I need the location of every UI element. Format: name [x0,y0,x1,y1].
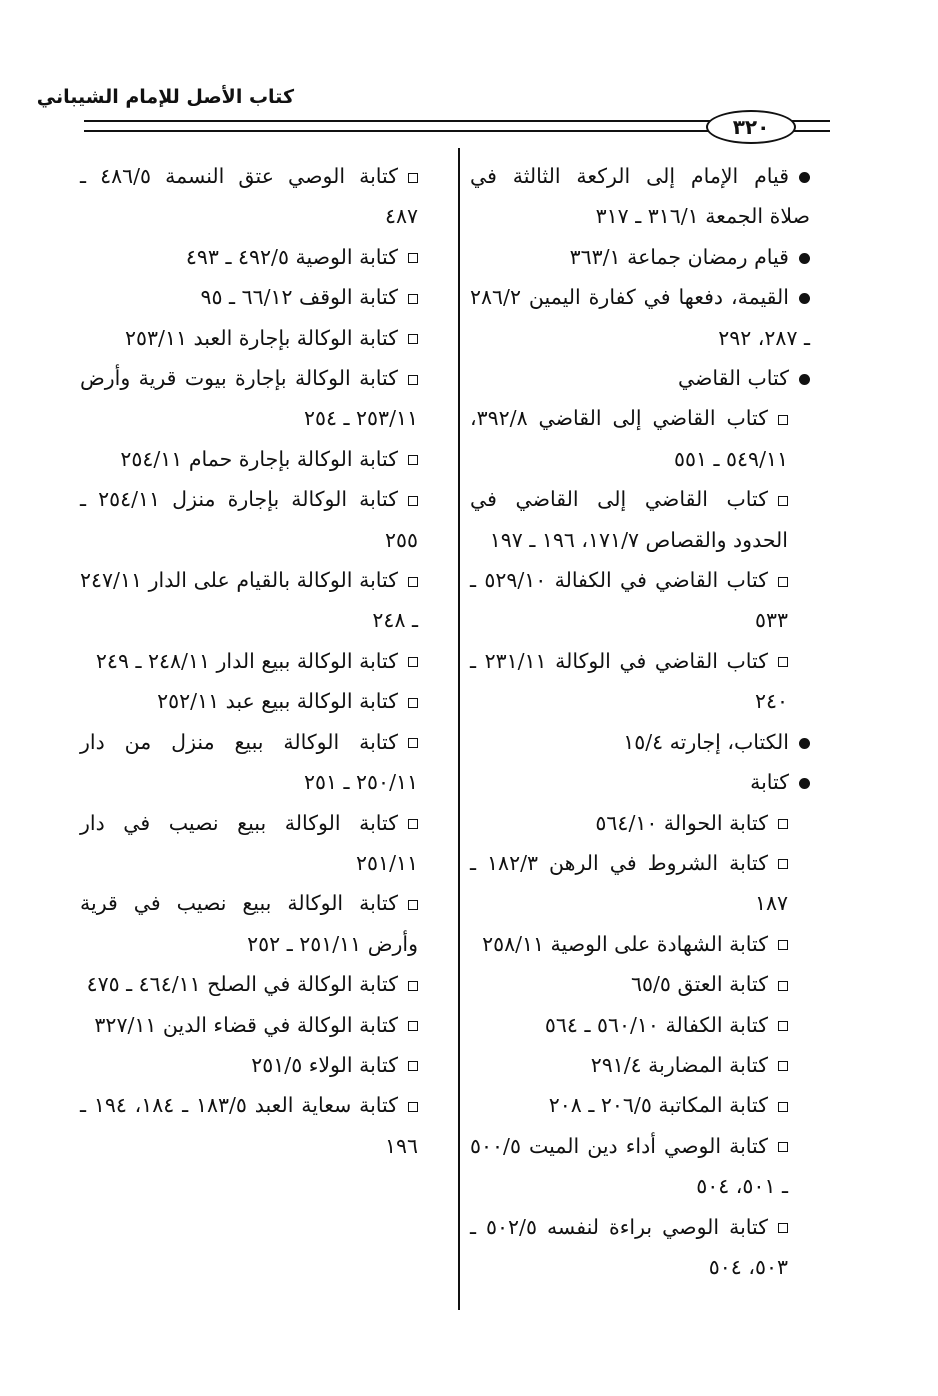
index-entry [470,964,810,1004]
column-divider [458,148,460,1310]
book-title: كتاب الأصل للإمام الشيباني [36,86,294,108]
index-entry-text: كتابة الوكالة ببيع عبد ٢٥٢/١١ [157,689,398,714]
index-entry [470,924,810,964]
square-bullet-icon [778,1061,788,1071]
index-entry-text: الكتاب، إجارته ١٥/٤ [623,729,789,754]
index-entry-text: كتابة الوكالة ببيع منزل من دار ٢٥٠/١١ ـ ٢٥١ [80,729,418,795]
index-entry [80,964,418,1004]
index-entry-text: كتابة الوكالة بإجارة العبد ٢٥٣/١١ [125,325,398,350]
index-entry-text: كتابة الكفالة ٥٦٠/١٠ ـ ٥٦٤ [544,1012,768,1037]
index-entry-text: كتابة الوصي براءة لنفسه ٥٠٢/٥ ـ ٥٠٣، ٥٠٤ [470,1214,788,1279]
square-bullet-icon [408,698,418,708]
bullet-icon [799,778,810,789]
index-entry-text: كتاب القاضي إلى القاضي في الحدود والقصاص ١٧١/٧، ١٩٦ ـ ١٩٧ [470,487,788,552]
index-entry-text: كتابة الحوالة ٥٦٤/١٠ [595,810,768,835]
square-bullet-icon [408,455,418,465]
square-bullet-icon [778,819,788,829]
square-bullet-icon [778,496,788,506]
square-bullet-icon [778,940,788,950]
square-bullet-icon [408,1021,418,1031]
index-entry [470,843,810,924]
index-entry-text: كتاب القاضي في الكفالة ٥٢٩/١٠ ـ ٥٣٣ [470,568,788,633]
index-entry-text: كتابة الوصي أداء دين الميت ٥٠٠/٥ ـ ٥٠١، ٥٠٤ [470,1133,788,1199]
index-entry [80,883,418,964]
square-bullet-icon [408,173,418,183]
square-bullet-icon [408,1102,418,1112]
index-entry [80,722,418,803]
bullet-icon [799,172,810,183]
index-entry-text: كتابة [750,770,789,795]
index-entry [470,1085,810,1125]
index-entry-text: كتابة الشهادة على الوصية ٢٥٨/١١ [482,931,768,956]
page-number-badge [706,110,796,144]
index-entry [470,641,810,722]
index-entry-text: كتابة الولاء ٢٥١/٥ [251,1052,398,1077]
index-entry-text: كتابة المضاربة ٢٩١/٤ [590,1052,768,1077]
index-entry-text: كتاب القاضي إلى القاضي ٣٩٢/٨، ٥٤٩/١١ ـ ٥٥١ [470,406,788,471]
index-entry [470,803,810,843]
index-entry-text: قيام رمضان جماعة ٣٦٣/١ [569,244,789,269]
index-entry [470,1207,810,1288]
index-entry-text: قيام الإمام إلى الركعة الثالثة في صلاة الجمعة ٣١٦/١ ـ ٣١٧ [470,164,810,229]
index-entry-text: كتابة الوكالة بإجارة حمام ٢٥٤/١١ [120,446,398,471]
square-bullet-icon [408,819,418,829]
square-bullet-icon [778,1021,788,1031]
index-entry-text: كتابة الوصي عتق النسمة ٤٨٦/٥ ـ ٤٨٧ [80,164,418,229]
index-entry-text: كتابة الوكالة ببيع نصيب في قرية وأرض ٢٥١/١١ ـ ٢٥٢ [80,891,418,956]
index-entry [470,1005,810,1045]
bullet-icon [799,374,810,385]
index-entry [470,1045,810,1085]
index-entry-text: كتابة سعاية العبد ١٨٣/٥ ـ ١٨٤، ١٩٤ ـ ١٩٦ [80,1093,418,1158]
index-entry [80,318,418,358]
index-entry [470,277,810,358]
index-entry [80,237,418,277]
index-entry [470,237,810,277]
index-entry [80,277,418,317]
index-entry [80,803,418,884]
square-bullet-icon [778,1102,788,1112]
index-column-left [80,156,418,1166]
index-entry [470,722,810,762]
index-entry [470,358,810,398]
square-bullet-icon [408,294,418,304]
square-bullet-icon [408,981,418,991]
index-entry [470,156,810,237]
index-entry-text: كتابة الشروط في الرهن ١٨٢/٣ ـ ١٨٧ [470,850,788,916]
square-bullet-icon [408,334,418,344]
index-entry-text: كتاب القاضي في الوكالة ٢٣١/١١ ـ ٢٤٠ [470,648,788,714]
square-bullet-icon [778,981,788,991]
index-entry [80,641,418,681]
index-entry-text: كتابة الوكالة بإجارة منزل ٢٥٤/١١ ـ ٢٥٥ [80,487,418,552]
index-entry-text: كتابة الوكالة ببيع الدار ٢٤٨/١١ ـ ٢٤٩ [95,648,398,673]
index-column-right [470,156,810,1287]
index-entry [80,1085,418,1166]
square-bullet-icon [778,415,788,425]
index-entry-text: كتابة العتق ٦٥/٥ [631,972,768,997]
bullet-icon [799,738,810,749]
index-entry-text: كتاب القاضي [677,366,789,391]
index-entry-text: كتابة الوكالة في قضاء الدين ٣٢٧/١١ [94,1012,398,1037]
index-entry [470,398,810,479]
index-entry [80,439,418,479]
index-entry [80,1005,418,1045]
square-bullet-icon [408,577,418,587]
bullet-icon [799,253,810,264]
square-bullet-icon [778,657,788,667]
square-bullet-icon [408,738,418,748]
index-entry-text: كتابة الوكالة بالقيام على الدار ٢٤٧/١١ ـ ٢٤٨ [80,568,418,633]
square-bullet-icon [408,496,418,506]
index-entry [80,560,418,641]
index-entry [80,358,418,439]
index-entry [470,479,810,560]
index-entry-text: كتابة الوكالة بإجارة بيوت قرية وأرض ٢٥٣/١١ ـ ٢٥٤ [80,366,418,431]
square-bullet-icon [408,900,418,910]
index-entry-text: كتابة المكاتبة ٢٠٦/٥ ـ ٢٠٨ [548,1093,768,1118]
index-entry [80,156,418,237]
square-bullet-icon [778,1142,788,1152]
square-bullet-icon [408,657,418,667]
index-entry-text: كتابة الوكالة في الصلح ٤٦٤/١١ ـ ٤٧٥ [86,972,398,997]
index-entry-text: القيمة، دفعها في كفارة اليمين ٢٨٦/٢ ـ ٢٨٧، ٢٩٢ [470,285,810,350]
index-entry [470,762,810,802]
square-bullet-icon [408,253,418,263]
index-entry-text: كتابة الوقف ٦٦/١٢ ـ ٩٥ [200,285,398,310]
square-bullet-icon [778,1223,788,1233]
square-bullet-icon [408,1061,418,1071]
square-bullet-icon [408,375,418,385]
index-entry [80,479,418,560]
index-entry [470,560,810,641]
index-entry [80,681,418,721]
square-bullet-icon [778,577,788,587]
square-bullet-icon [778,859,788,869]
bullet-icon [799,293,810,304]
page-number: ٣٢٠ [732,115,770,139]
index-entry [80,1045,418,1085]
index-entry-text: كتابة الوصية ٤٩٢/٥ ـ ٤٩٣ [185,244,398,269]
index-entry-text: كتابة الوكالة ببيع نصيب في دار ٢٥١/١١ [80,810,418,875]
index-entry [470,1126,810,1207]
